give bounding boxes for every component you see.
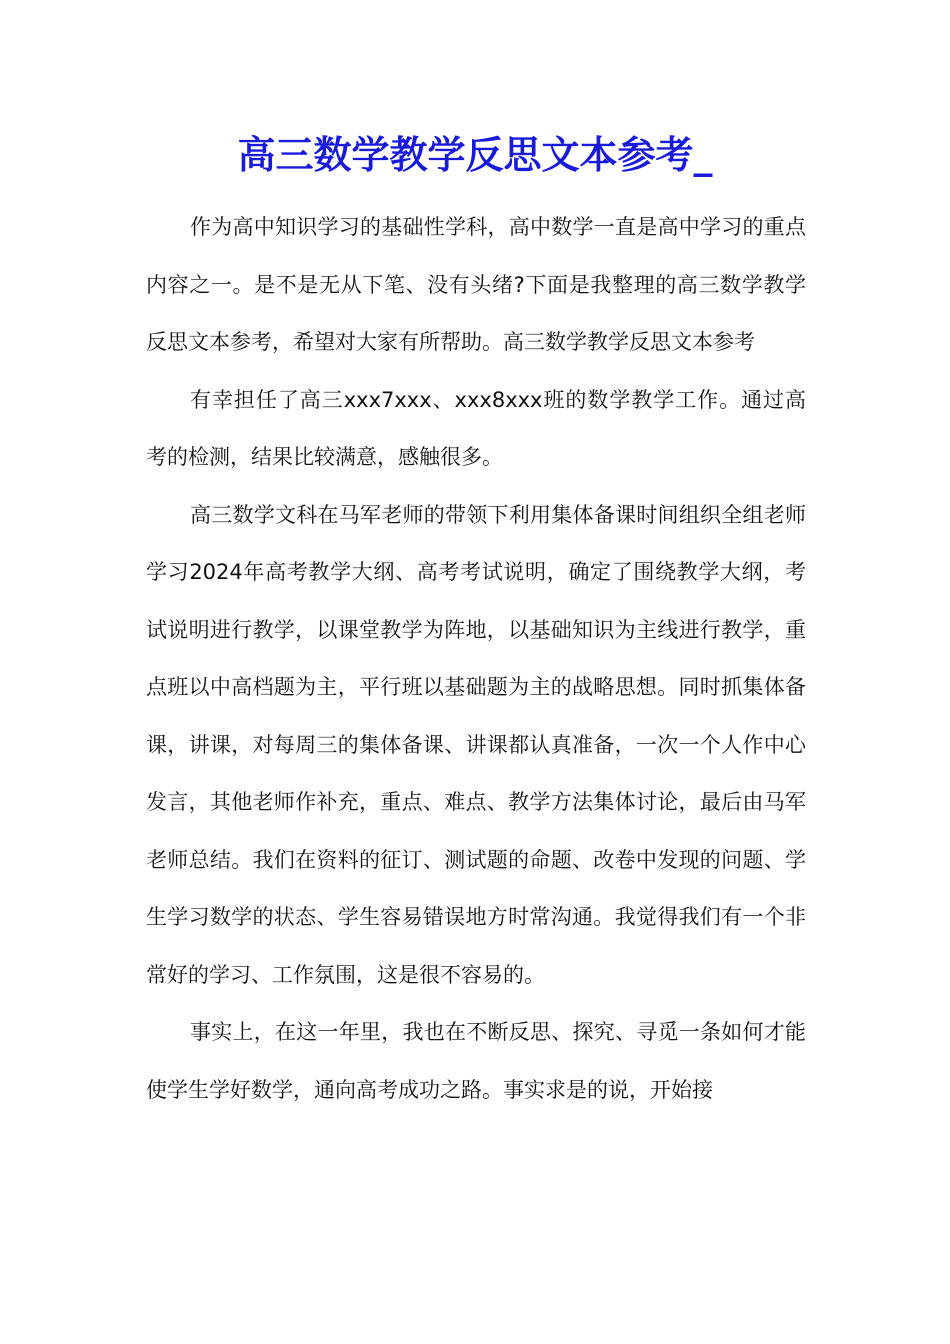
document-title: 高三数学教学反思文本参考_	[237, 132, 713, 177]
paragraph-group-preparation: 高三数学文科在马军老师的带领下利用集体备课时间组织全组老师学习2024年高考教学大纲、高考考试说明，确定了围绕教学大纲，考试说明进行教学，以课堂教学为阵地，以基础知识为主线进行教学，重点班以中高档题为主，平行班以基础题为主的战略思想。同时抓集体备课，讲课，对每周三的集体备课、讲课都认真准备，一次一个人作中心发言，其他老师作补充，重点、难点、教学方法集体讨论，最后由马军老师总结。我们在资料的征订、测试题的命题、改卷中发现的问题、学生学习数学的状态、学生容易错误地方时常沟通。我觉得我们有一个非常好的学习、工作氛围，这是很不容易的。	[146, 502, 806, 987]
paragraph-class-assignment: 有幸担任了高三xxx7xxx、xxx8xxx班的数学教学工作。通过高考的检测，结果比较满意，感触很多。	[146, 387, 806, 469]
paragraph-intro: 作为高中知识学习的基础性学科，高中数学一直是高中学习的重点内容之一。是不是无从下笔、没有头绪?下面是我整理的高三数学教学反思文本参考，希望对大家有所帮助。高三数学教学反思文本参考	[146, 215, 806, 354]
paragraph-reflection: 事实上，在这一年里，我也在不断反思、探究、寻觅一条如何才能使学生学好数学，通向高考成功之路。事实求是的说，开始接	[146, 1020, 806, 1102]
document-body	[146, 199, 806, 1119]
